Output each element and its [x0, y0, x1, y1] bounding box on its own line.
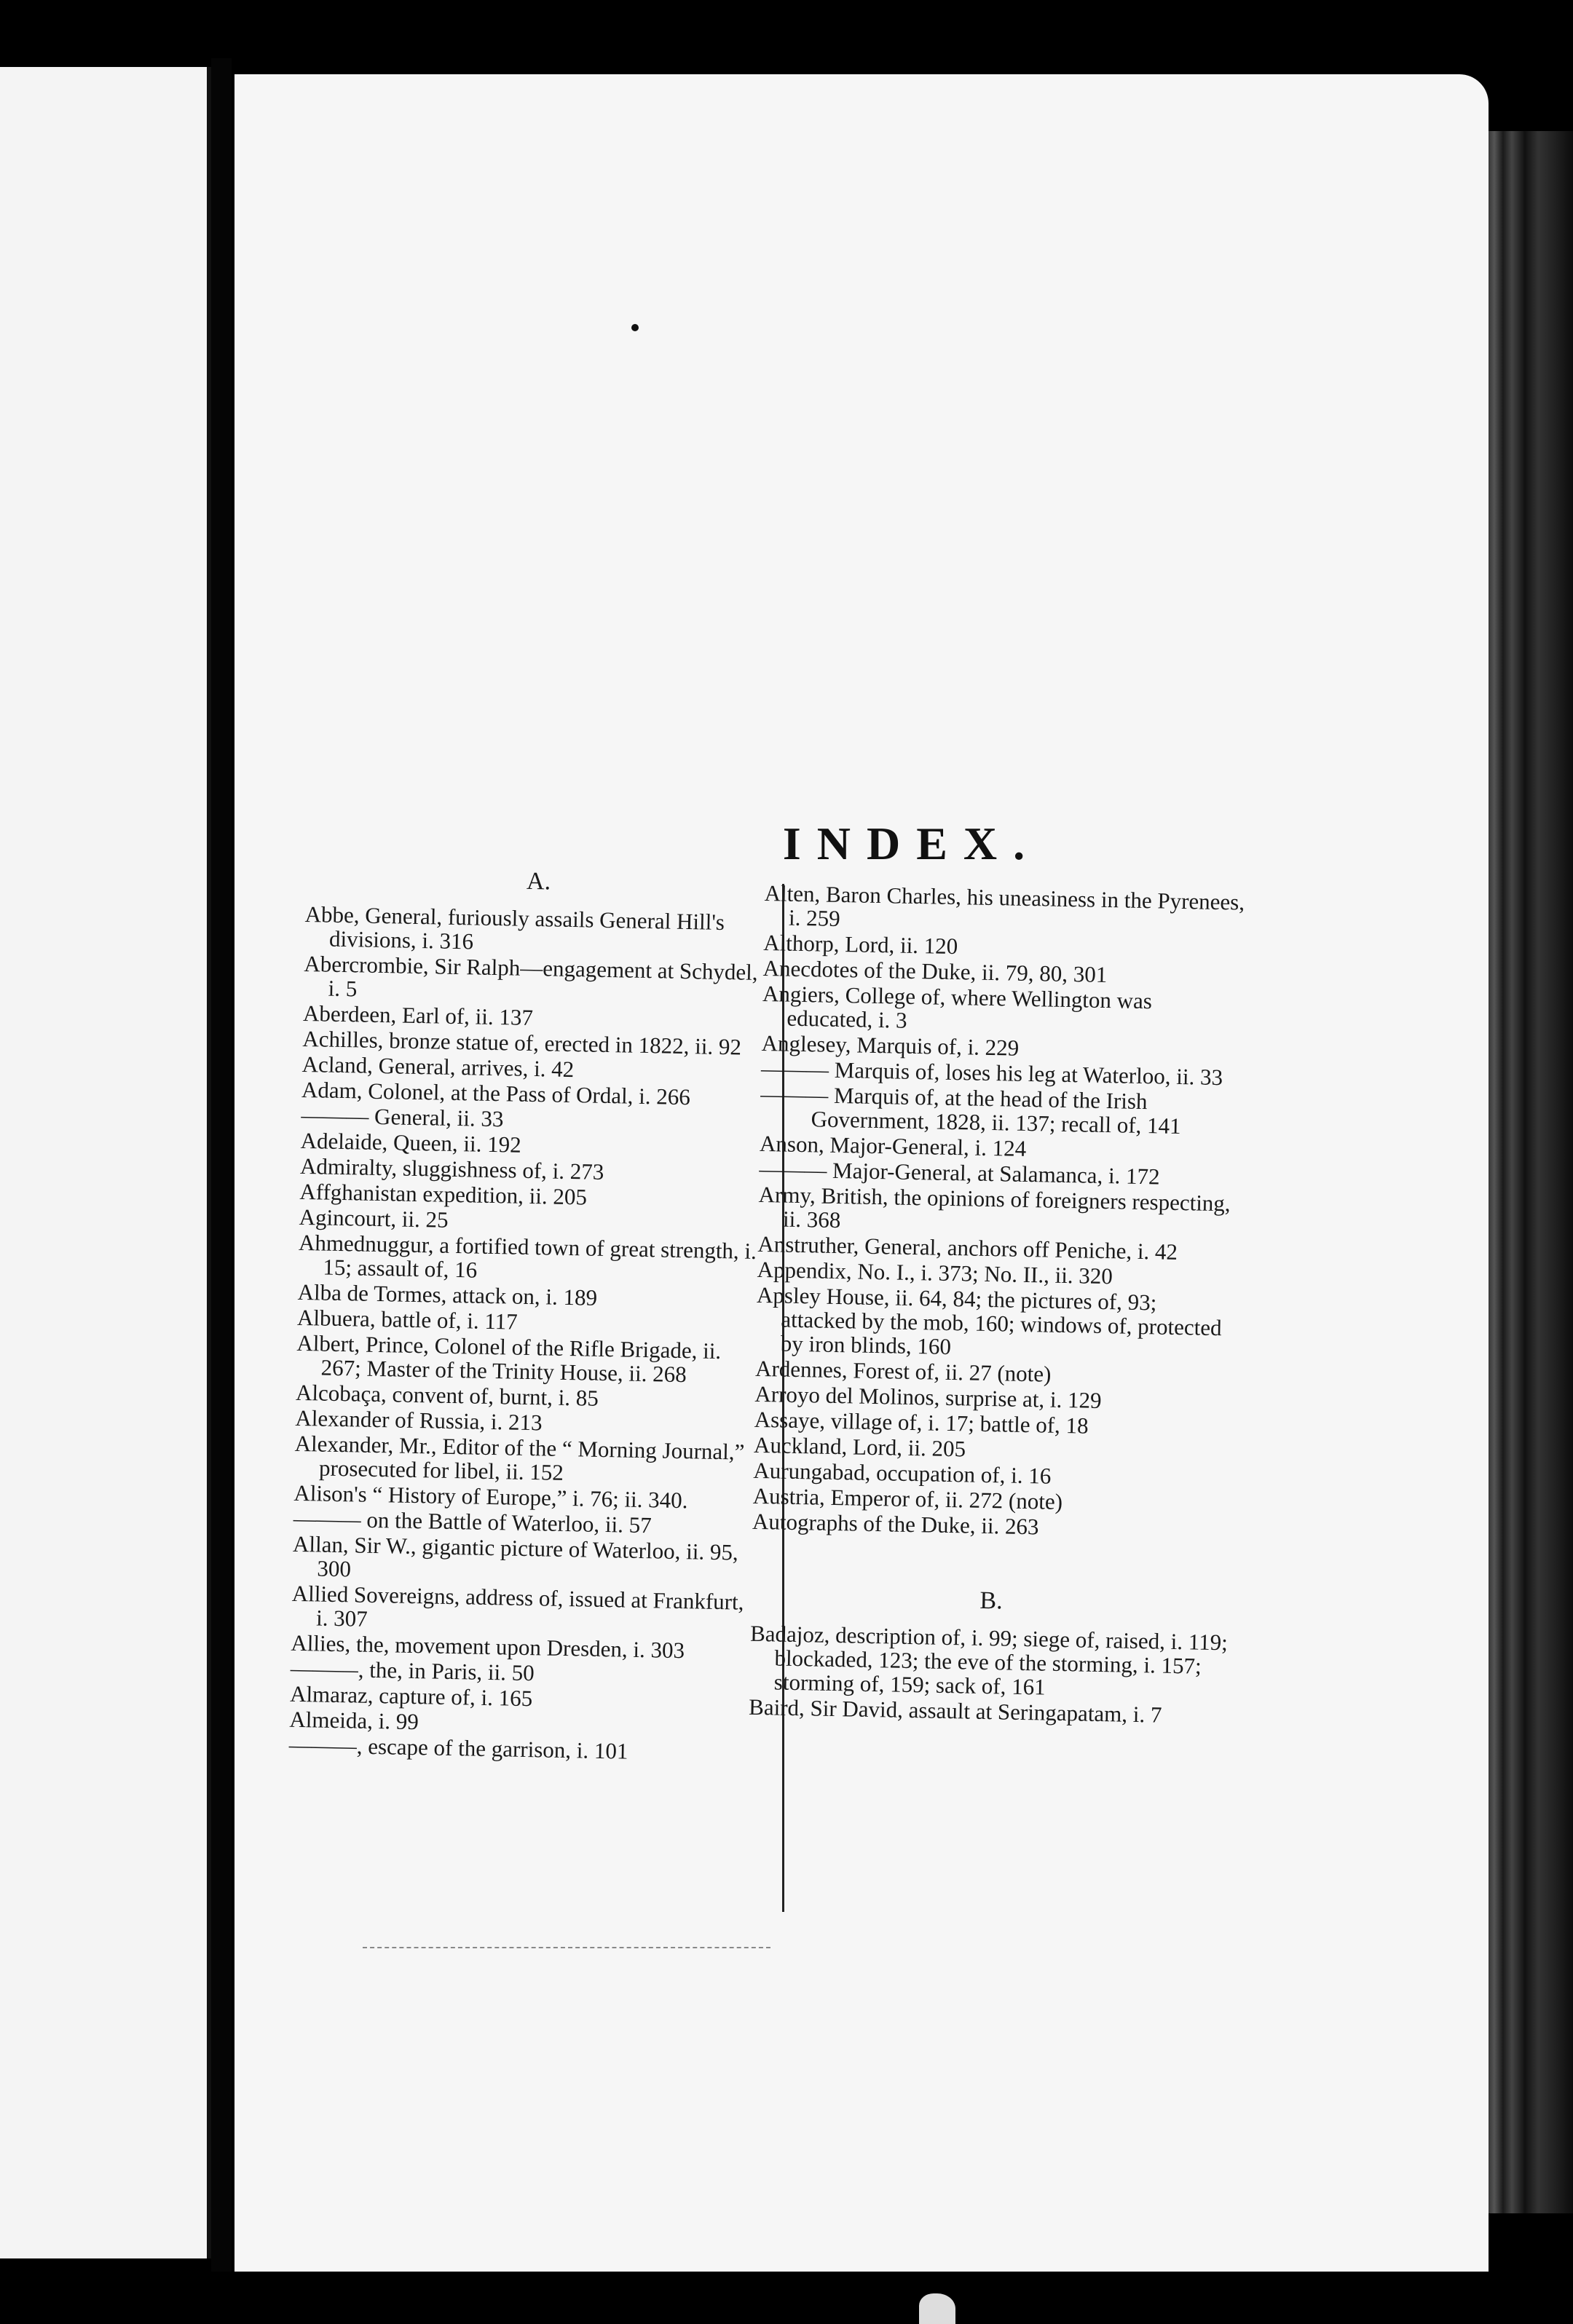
index-entry: Arroyo del Molinos, surprise at, i. 129 [754, 1380, 1102, 1414]
index-entry: Abercrombie, Sir Ralph—engagement at Schydel, i. 5 [304, 950, 758, 1002]
index-entry: Angiers, College of, where Wellington was educated, i. 3 [762, 980, 1153, 1033]
ink-dot [631, 324, 639, 331]
index-entry: Aberdeen, Earl of, ii. 137 [302, 1000, 534, 1031]
index-entry: Alison's “ History of Europe,” i. 76; ii. 340. [293, 1479, 688, 1514]
index-entry: ———, the, in Paris, ii. 50 [290, 1655, 535, 1686]
index-entry: Alcobaça, convent of, burnt, i. 85 [295, 1379, 599, 1411]
entry-list-right-a [752, 881, 1245, 1543]
index-entry: Aurungabad, occupation of, i. 16 [753, 1457, 1052, 1489]
letter-heading-b: B. [979, 1586, 1004, 1615]
index-entry: Acland, General, arrives, i. 42 [301, 1051, 575, 1083]
index-entry: Anson, Major-General, i. 124 [759, 1130, 1027, 1161]
index-entry: Anstruther, General, anchors off Peniche, i. 42 [757, 1230, 1178, 1265]
index-entry: Albert, Prince, Colonel of the Rifle Brigade, ii. 267; Master of the Trinity House, ii. 268 [296, 1329, 722, 1388]
index-entry: Allies, the, movement upon Dresden, i. 303 [291, 1629, 685, 1664]
facing-page [0, 67, 211, 2258]
index-entry: Appendix, No. I., i. 373; No. II., ii. 320 [757, 1256, 1113, 1289]
index-entry: Adelaide, Queen, ii. 192 [300, 1127, 522, 1158]
book-spine [211, 58, 232, 2272]
index-entry: ———, escape of the garrison, i. 101 [288, 1731, 628, 1764]
index-entry: Adam, Colonel, at the Pass of Ordal, i. 266 [301, 1076, 691, 1110]
paper-scrap [919, 2293, 955, 2324]
index-column-left [288, 865, 771, 1767]
index-entry: Allied Sovereigns, address of, issued at Frankfurt, i. 307 [291, 1580, 744, 1632]
index-entry: Alten, Baron Charles, his uneasiness in the Pyrenees, i. 259 [764, 880, 1245, 931]
index-entry: ——— Marquis of, loses his leg at Waterloo, ii. 33 [760, 1055, 1223, 1091]
index-entry: Auckland, Lord, ii. 205 [753, 1431, 966, 1462]
index-entry: Ahmednuggur, a fortified town of great strength, i. 15; assault of, 16 [298, 1229, 757, 1283]
page-title: INDEX. [782, 818, 1041, 869]
index-entry: Agincourt, ii. 25 [299, 1204, 449, 1233]
index-entry: ——— on the Battle of Waterloo, ii. 57 [293, 1505, 653, 1538]
index-entry: ——— Marquis of, at the head of the Irish Government, 1828, ii. 137; recall of, 141 [760, 1080, 1181, 1139]
entry-list-left [288, 902, 770, 1766]
index-entry: Alexander of Russia, i. 213 [295, 1404, 543, 1436]
index-entry: Anecdotes of the Duke, ii. 79, 80, 301 [762, 954, 1108, 988]
index-entry: Autographs of the Duke, ii. 263 [752, 1508, 1039, 1540]
index-entry: Badajoz, description of, i. 99; siege of, raised, i. 119; blockaded, 123; the eve of the storming, i. 157; storming of, 159; sack of, 161 [749, 1620, 1229, 1700]
index-entry: Althorp, Lord, ii. 120 [763, 929, 958, 960]
index-entry: Army, British, the opinions of foreigners respecting, ii. 368 [758, 1181, 1231, 1233]
index-entry: Alexander, Mr., Editor of the “ Morning Journal,” prosecuted for libel, ii. 152 [294, 1430, 745, 1485]
index-entry: Baird, Sir David, assault at Seringapatam, i. 7 [748, 1693, 1162, 1728]
index-entry: Allan, Sir W., gigantic picture of Waterloo, ii. 95, 300 [292, 1530, 738, 1582]
index-entry: Ardennes, Forest of, ii. 27 (note) [754, 1355, 1052, 1387]
index-entry: ——— Major-General, at Salamanca, i. 172 [759, 1155, 1160, 1190]
index-entry: ——— General, ii. 33 [301, 1102, 504, 1132]
index-entry: Assaye, village of, i. 17; battle of, 18 [754, 1406, 1089, 1439]
index-entry: Anglesey, Marquis of, i. 229 [761, 1029, 1020, 1061]
index-column-right [749, 881, 1245, 1729]
index-entry: Apsley House, ii. 64, 84; the pictures of, 93; attacked by the mob, 160; windows of, protected by iron blinds, 160 [756, 1281, 1222, 1360]
index-entry: Admiralty, sluggishness of, i. 273 [299, 1153, 604, 1185]
index-entry: Austria, Emperor of, ii. 272 (note) [752, 1482, 1063, 1515]
index-entry: Almaraz, capture of, i. 165 [289, 1680, 533, 1712]
index-entry: Achilles, bronze statue of, erected in 1822, ii. 92 [302, 1025, 742, 1060]
index-entry: Almeida, i. 99 [289, 1706, 419, 1735]
book-edge [1486, 131, 1573, 2213]
index-entry: Alba de Tormes, attack on, i. 189 [297, 1278, 598, 1311]
bottom-rule [363, 1947, 770, 1950]
letter-heading-a: A. [526, 867, 551, 896]
index-entry: Albuera, battle of, i. 117 [296, 1304, 519, 1335]
index-entry: Abbe, General, furiously assails General Hill's divisions, i. 316 [304, 901, 725, 954]
entry-list-right-b [749, 1621, 1231, 1728]
index-entry: Affghanistan expedition, ii. 205 [299, 1178, 588, 1210]
